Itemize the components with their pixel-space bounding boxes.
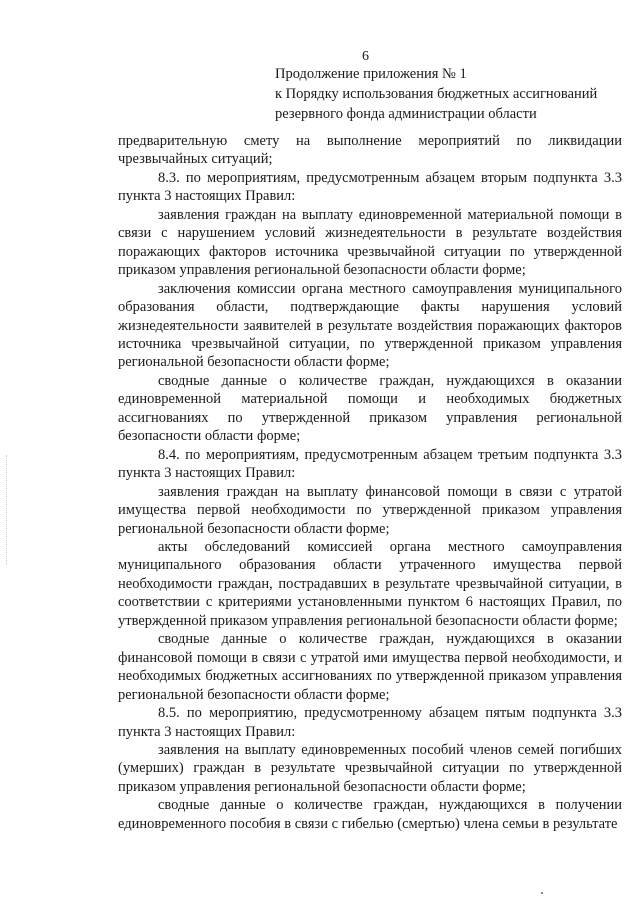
paragraph-1: предварительную смету на выполнение мероприятий по ликвидации чрезвычайных ситуаций; (118, 133, 622, 168)
paragraph-6: 8.4. по мероприятиям, предусмотренным абзацем третьим подпункта 3.3 пункта 3 настоящих Правил: (118, 446, 622, 482)
paragraph-2: 8.3. по мероприятиям, предусмотренным абзацем вторым подпункта 3.3 пункта 3 настоящих Правил: (118, 169, 622, 205)
header-line-2: к Порядку использования бюджетных ассигнований (275, 86, 598, 102)
paragraph-5: сводные данные о количестве граждан, нуждающихся в оказании единовременной материальной помощи и необходимых бюджетных ассигнованиях по утвержденной приказом управления региональной безопасности области форме; (118, 372, 622, 445)
paragraph-8: акты обследований комиссией органа местного самоуправления муниципального образования области утраченного имущества первой необходимости граждан, пострадавших в результате чрезвычайной ситуации, в соответствии с критериями установленными пунктом 6 настоящих Правил, по утвержденной приказом управления региональной безопасности области форме; (118, 538, 622, 629)
page-number: 6 (362, 49, 369, 64)
paragraph-4: заключения комиссии органа местного самоуправления муниципального образования области, подтверждающие факты нарушения условий жизнедеятельности заявителей в результате воздействия поражающих факторов источника чрезвычайной ситуации, по утвержденной приказом управления региональной безопасности области форме; (118, 280, 622, 371)
header-line-3: резервного фонда администрации области (275, 106, 537, 122)
paragraph-3: заявления граждан на выплату единовременной материальной помощи в связи с нарушением условий жизнедеятельности в результате воздействия поражающих факторов источника чрезвычайной ситуации по утвержденной приказом управления региональной безопасности области форме; (118, 206, 622, 279)
scan-margin-mark (6, 455, 9, 565)
scan-dot-mark (541, 892, 543, 894)
paragraph-11: заявления на выплату единовременных пособий членов семей погибших (умерших) граждан в результате чрезвычайной ситуации по утвержденной приказом управления региональной безопасности области форме; (118, 741, 622, 795)
body-text (118, 132, 622, 833)
appendix-header (275, 64, 615, 124)
paragraph-9: сводные данные о количестве граждан, нуждающихся в оказании финансовой помощи в связи с утратой ими имущества первой необходимости, и необходимых бюджетных ассигнованиях по утвержденной приказом управления региональной безопасности области форме; (118, 631, 622, 703)
paragraph-10: 8.5. по мероприятию, предусмотренному абзацем пятым подпункта 3.3 пункта 3 настоящих Правил: (118, 705, 622, 740)
paragraph-12: сводные данные о количестве граждан, нуждающихся в получении единовременного пособия в связи с гибелью (смертью) члена семьи в результате (118, 797, 622, 832)
paragraph-7: заявления граждан на выплату финансовой помощи в связи с утратой имущества первой необходимости по утвержденной приказом управления региональной безопасности области форме; (118, 483, 622, 537)
header-line-1: Продолжение приложения № 1 (275, 66, 467, 82)
